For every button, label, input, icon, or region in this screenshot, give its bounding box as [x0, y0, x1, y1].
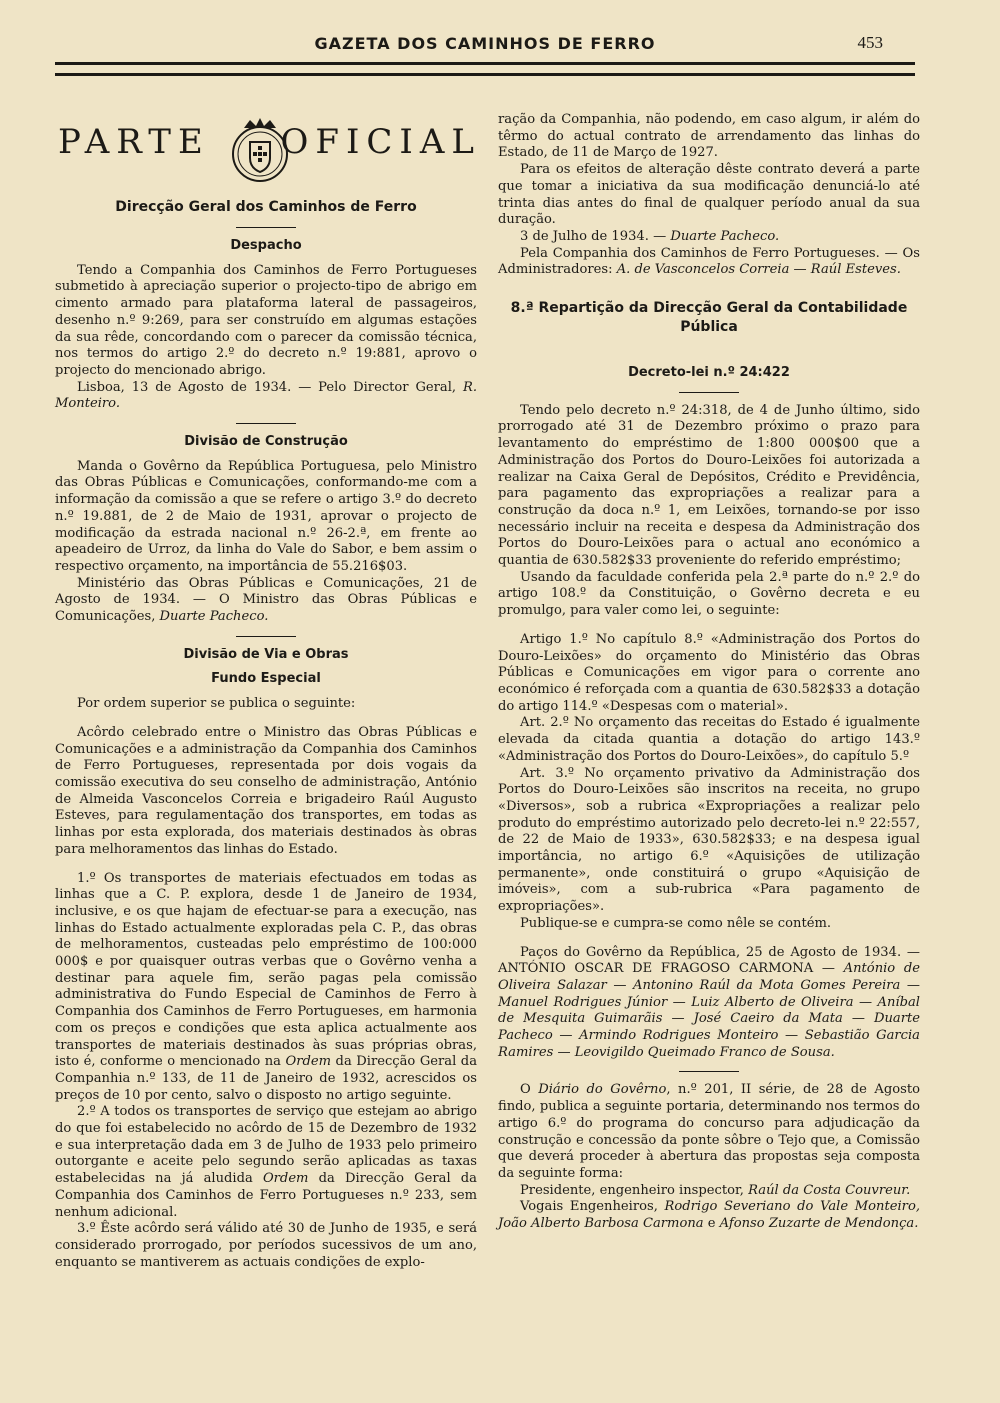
decreto-publique: Publique-se e cumpra-se como nêle se contém.: [520, 915, 832, 931]
despacho-paragraph: Tendo a Companhia dos Caminhos de Ferro Portugueses submetido à apreciação superior o projecto-tipo de abrigo em cimento armado para plataforma lateral de passageiros, desenho n.º 9:269, para ser construído em algumas estações da sua rêde, concordando com o parecer da comissão técnica, nos termos do artigo 2.º do decreto n.º 19:881, aprovo o projecto do mencionado abrigo.: [55, 262, 477, 378]
subheading-despacho: Despacho: [230, 238, 302, 253]
signature-text: Lisboa, 13 de Agosto de 1934. — Pelo Director Geral,: [77, 379, 463, 395]
article-text: da Direcção Geral da Companhia n.º 133, de 11 de Janeiro de 1932, acrescidos os preços de 10 por cento, salvo o disposto no artigo seguinte.: [55, 1054, 477, 1103]
signature-name: R. Monteiro.: [55, 379, 477, 412]
subheading-fundo-especial: Fundo Especial: [211, 671, 321, 687]
page-number: 453: [857, 33, 883, 52]
article-text: da Direcção Geral da Companhia dos Caminhos de Ferro Portugueses n.º 233, sem nenhum adicional.: [55, 1171, 477, 1220]
subheading-decreto: Decreto-lei n.º 24:422: [628, 365, 790, 381]
signature-name: Duarte Pacheco.: [159, 609, 269, 625]
parte-word: PARTE: [58, 122, 210, 162]
publication-name: Diário do Govêrno: [538, 1082, 667, 1098]
construcao-paragraph: Manda o Govêrno da República Portuguesa, pelo Ministro das Obras Públicas e Comunicações, conformando-me com a informação da comissão a que se refere o artigo 3.º do decreto n.º 19.881, de 2 de Maio de 1931, aprovar o projecto de modificação da estrada nacional n.º 26-2.ª, em frente ao apeadeiro de Urroz, da linha do Vale do Sabor, e bem assim o respectivo orçamento, na importância de 55.216$03.: [55, 458, 477, 574]
acordo-article-3: 3.º Êste acôrdo será válido até 30 de Junho de 1935, e será considerado prorrogado, por períodos sucessivos de um ano, enquanto se mantiverem as actuais condições de explo-: [55, 1221, 477, 1270]
person-name: Raúl da Costa Couvreur.: [748, 1182, 911, 1198]
separator: [236, 636, 296, 637]
acordo-continuation: ração da Companhia, não podendo, em caso algum, ir além do têrmo do actual contrato de arrendamento das linhas do Estado, de 11 de Março de 1927.: [498, 112, 920, 161]
running-header: [55, 30, 915, 60]
construcao-signature: [55, 576, 477, 626]
separator: [679, 1071, 739, 1072]
signature-text: Paços do Govêrno da República, 25 de Agosto de 1934. — ANTÓNIO OSCAR DE FRAGOSO CARMONA —: [498, 944, 920, 977]
person-names: Rodrigo Severiano do Vale Monteiro, João Alberto Barbosa Carmona: [498, 1199, 920, 1232]
decreto-paragraph-1: Tendo pelo decreto n.º 24:318, de 4 de Junho último, sido prorrogado até 31 de Dezembro próximo o prazo para levantamento do empréstimo de 1:800 000$00 que a Administração dos Portos do Douro-Leixões foi autorizada a realizar na Caixa Geral de Depósitos, Crédito e Previdência, para pagamento das expropriações a realizar para a construção da doca n.º 1, em Leixões, tornando-se por isso necessário incluir na receita e despesa da Administração dos Portos do Douro-Leixões para o actual ano económico a quantia de 630.582$33 proveniente do referido empréstimo;: [498, 402, 920, 569]
signature-name: A. de Vasconcelos Correia — Raúl Esteves.: [616, 262, 901, 278]
comissao-presidente: [498, 1183, 920, 1200]
section-heading-direccao: Direcção Geral dos Caminhos de Ferro: [115, 199, 417, 215]
despacho-signature: [55, 380, 477, 413]
role-text: Presidente, engenheiro inspector,: [520, 1182, 749, 1198]
subheading-construcao: Divisão de Construção: [184, 434, 348, 450]
section-heading-reparticao: 8.ª Repartição da Direcção Geral da Contabilidade Pública: [510, 300, 908, 336]
decreto-artigo-1: Artigo 1.º No capítulo 8.º «Administração dos Portos do Douro-Leixões» do orçamento do Ministério das Obras Públicas e Comunicações em vigor para o corrente ano económico é reforçada com a quantia de 630.582$33 a dotação do artigo 114.º «Despesas com o material».: [498, 631, 920, 714]
oficial-word: OFICIAL: [280, 122, 481, 162]
article-emphasis: Ordem: [285, 1054, 332, 1070]
signature-name: Duarte Pacheco.: [670, 228, 780, 244]
signature-text: Pela Companhia dos Caminhos de Ferro Portugueses. — Os Administradores:: [498, 245, 920, 278]
separator: [236, 423, 296, 424]
paragraph-text: , n.º 201, II série, de 28 de Agosto findo, publica a seguinte portaria, determinando nos termos do artigo 6.º do programa do concurso para adjudicação da construção e concessão da ponte sôbre o Tejo que, a Comissão que deverá proceder à abertura das propostas seja composta da seguinte forma:: [498, 1082, 920, 1181]
signature-names: António de Oliveira Salazar — Antonino Raúl da Mota Gomes Pereira — Manuel Rodrigues Júnior — Luiz Alberto de Oliveira — Aníbal de Mesquita Guimarãis — José Caeiro da Mata — Duarte Pacheco — Armindo Rodrigues Monteiro — Sebastião Garcia Ramires — Leovigildo Queimado Franco de Sousa.: [498, 961, 920, 1060]
decreto-artigo-3: Art. 3.º No orçamento privativo da Administração dos Portos do Douro-Leixões são inscritos na receita, no grupo «Diversos», sob a rubrica «Expropriações a realizar pelo produto do empréstimo autorizado pelo decreto-lei n.º 22:557, de 22 de Maio de 1933», 630.582$33; e na despesa igual importância, no artigo 6.º «Aquisições de utilização permanente», onde constituirá o grupo «Aquisição de imóveis», com a sub-rubrica «Para pagamento de expropriações».: [498, 765, 920, 915]
decreto-paragraph-2: Usando da faculdade conferida pela 2.ª parte do n.º 2.º do artigo 108.º da Constituição, o Govêrno decreta e eu promulgo, para valer como lei, o seguinte:: [498, 569, 920, 619]
journal-title: GAZETA DOS CAMINHOS DE FERRO: [314, 34, 656, 53]
acordo-companhia: [498, 246, 920, 279]
comissao-vogais: [498, 1199, 920, 1232]
paragraph-text: O: [520, 1082, 539, 1098]
acordo-paragraph: Acôrdo celebrado entre o Ministro das Obras Públicas e Comunicações e a administração da Companhia dos Caminhos de Ferro Portugueses, representada por dois vogais da comissão executiva do seu conselho de administração, António de Almeida Vasconcelos Correia e brigadeiro Raúl Augusto Esteves, para regulamentação dos transportes, em todas as linhas por esta explorada, dos materiais destinados às obras para melhoramentos das linhas do Estado.: [55, 724, 477, 857]
conjunction-text: e: [703, 1216, 720, 1232]
diario-paragraph: [498, 1082, 920, 1182]
decreto-signatories: [498, 945, 920, 1062]
acordo-article-2: [55, 1104, 477, 1221]
fundo-intro: Por ordem superior se publica o seguinte:: [77, 696, 356, 712]
right-column: [498, 112, 920, 1233]
article-emphasis: Ordem: [262, 1171, 309, 1187]
separator: [236, 227, 296, 228]
date-text: 3 de Julho de 1934. —: [520, 228, 671, 244]
subheading-via-obras: Divisão de Via e Obras: [183, 646, 349, 662]
person-name: Afonso Zuzarte de Mendonça.: [719, 1216, 919, 1232]
header-rule: [55, 62, 915, 76]
article-text: 1.º Os transportes de materiais efectuados em todas as linhas que a C. P. explora, desde 1 de Janeiro de 1934, inclusive, e os que hajam de efectuar-se para a execução, nas linhas do Estado actualmente exploradas pela C. P., das obras de melhoramentos, custeadas pelo empréstimo de 100:000 000$ e por quaisquer outras verbas que o Govêrno venha a destinar para aquele fim, serão pagas pela comissão administrativa do Fundo Especial de Caminhos de Ferro à Companhia dos Caminhos de Ferro Portugueses, em harmonia com os preços e condições que esta aplica actualmente aos transportes de materiais destinados às suas próprias obras, isto é, conforme o mencionado na: [55, 870, 477, 1070]
article-text: 2.º A todos os transportes de serviço que estejam ao abrigo do que foi estabelecido no acôrdo de 15 de Dezembro de 1932 e sua interpretação dada em 3 de Julho de 1933 pelo primeiro outorgante e aceite pelo segundo serão aplicadas as taxas estabelecidas na já aludida: [55, 1104, 477, 1187]
decreto-artigo-2: Art. 2.º No orçamento das receitas do Estado é igualmente elevada da citada quantia a dotação do artigo 143.º «Administração dos Portos do Douro-Leixões», do capítulo 5.º: [498, 715, 920, 764]
acordo-efeitos: Para os efeitos de alteração dêste contrato deverá a parte que tomar a iniciativa da sua modificação denunciá-lo até trinta dias antes do final de qualquer período anual da sua duração.: [498, 162, 920, 228]
role-text: Vogais Engenheiros,: [520, 1199, 665, 1215]
acordo-date: [498, 229, 920, 246]
left-column: [55, 100, 481, 1271]
separator: [679, 392, 739, 393]
signature-text: Ministério das Obras Públicas e Comunicações, 21 de Agosto de 1934. — O Ministro das Obras Públicas e Comunicações,: [55, 575, 477, 625]
acordo-article-1: [55, 871, 477, 1105]
parte-oficial-heading: [55, 100, 481, 190]
